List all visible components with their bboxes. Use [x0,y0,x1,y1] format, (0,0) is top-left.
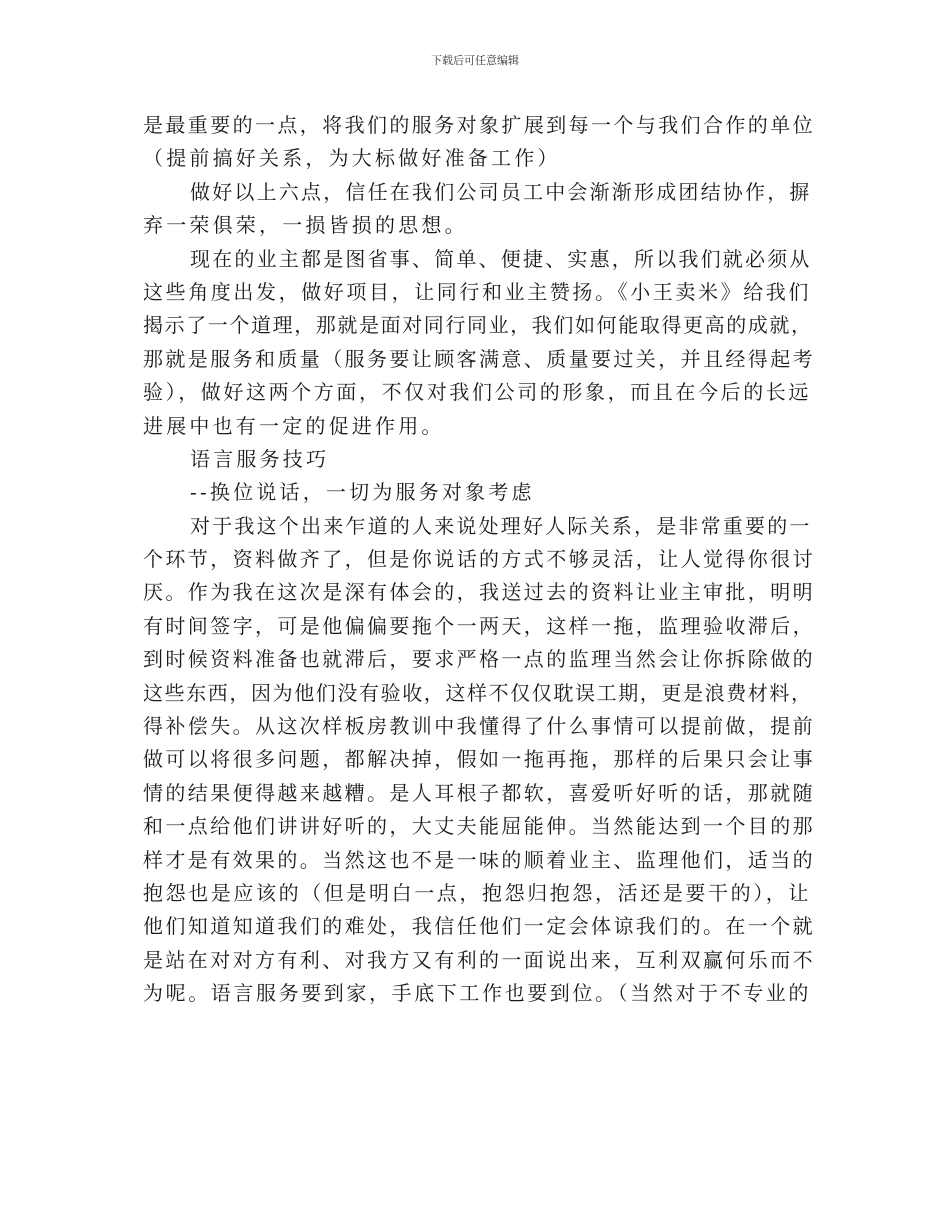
text-line: （提前搞好关系，为大标做好准备工作） [143,146,561,171]
text-line: 做可以将很多问题，都解决掉，假如一拖再拖，那样的后果只会让事 [143,747,815,772]
text-line: --换位说话，一切为服务对象考虑 [190,480,535,505]
text-line: 那就是服务和质量（服务要让顾客满意、质量要过关，并且经得起考 [143,346,815,371]
text-line: 抱怨也是应该的（但是明白一点，抱怨归抱怨，活还是要干的），让 [143,880,811,905]
text-line: 有时间签字，可是他偏偏要拖个一两天，这样一拖，监理验收滞后， [143,613,815,638]
text-line: 得补偿失。从这次样板房教训中我懂得了什么事情可以提前做，提前 [143,714,815,739]
text-line: 是最重要的一点，将我们的服务对象扩展到每一个与我们合作的单位 [143,113,815,137]
text-line: 厌。作为我在这次是深有体会的，我送过去的资料让业主审批，明明 [143,580,815,605]
text-line: 和一点给他们讲讲好听的，大丈夫能屈能伸。当然能达到一个目的那 [143,814,815,839]
text-line: 他们知道知道我们的难处，我信任他们一定会体谅我们的。在一个就 [143,914,815,939]
text-line: 是站在对对方有利、对我方又有利的一面说出来，互利双赢何乐而不 [143,947,815,972]
text-line: 个环节，资料做齐了，但是你说话的方式不够灵活，让人觉得你很讨 [143,547,815,572]
text-line: 到时候资料准备也就滞后，要求严格一点的监理当然会让你拆除做的 [143,647,815,672]
page-header: 下载后可任意编辑 [431,54,519,67]
text-line: 为呢。语言服务要到家，手底下工作也要到位。（当然对于不专业的 [143,981,811,1006]
text-line: 样才是有效果的。当然这也不是一味的顺着业主、监理他们，适当的 [143,847,815,872]
text-line: 进展中也有一定的促进作用。 [143,413,445,438]
text-line: 这些东西，因为他们没有验收，这样不仅仅耽误工期，更是浪费材料， [143,680,813,705]
text-line: 揭示了一个道理，那就是面对同行同业，我们如何能取得更高的成就， [143,313,813,338]
text-line: 弃一荣俱荣，一损皆损的思想。 [143,213,468,238]
text-line: 验），做好这两个方面，不仅对我们公司的形象，而且在今后的长远 [143,380,811,405]
text-line: 对于我这个出来乍道的人来说处理好人际关系，是非常重要的一 [190,513,812,538]
text-line: 这些角度出发，做好项目，让同行和业主赞扬。《小王卖米》给我们 [143,279,811,304]
text-line: 情的结果便得越来越糟。是人耳根子都软，喜爱听好听的话，那就随 [143,780,815,805]
text-line: 语言服务技巧 [190,446,330,471]
text-line: 现在的业主都是图省事、简单、便捷、实惠，所以我们就必须从 [190,246,812,271]
text-line: 做好以上六点，信任在我们公司员工中会渐渐形成团结协作，摒 [190,179,812,204]
body-text [143,109,815,1011]
